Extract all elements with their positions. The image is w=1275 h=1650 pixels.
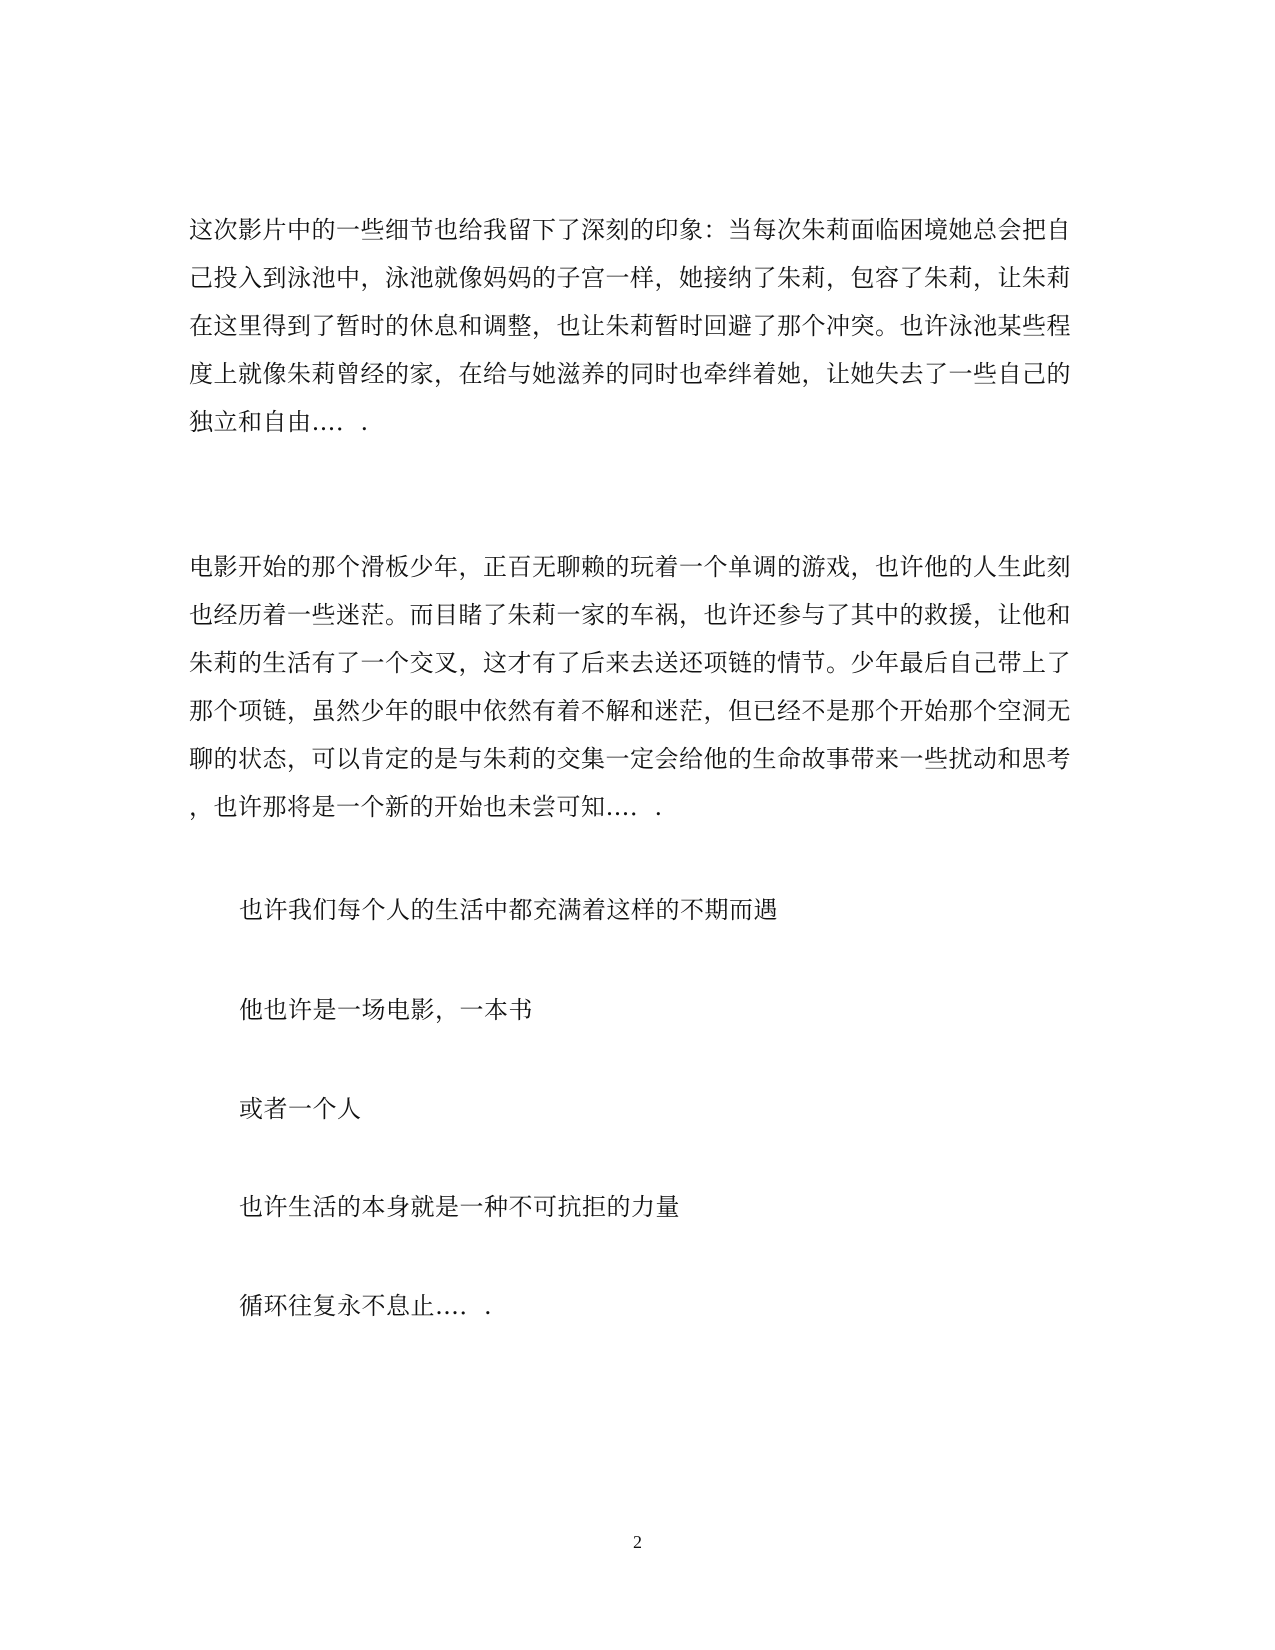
paragraph-skateboard-boy	[189, 543, 1089, 831]
verse-line: 也许生活的本身就是一种不可抗拒的力量	[239, 1193, 680, 1221]
page-number: 2	[633, 1532, 642, 1552]
verse-line: 也许我们每个人的生活中都充满着这样的不期而遇	[239, 896, 778, 924]
paragraph-line: 也经历着一些迷茫。而目睹了朱莉一家的车祸，也许还参与了其中的救援，让他和	[189, 601, 1071, 629]
verse-line: 他也许是一场电影，一本书	[239, 996, 533, 1024]
paragraph-line: 这次影片中的一些细节也给我留下了深刻的印象：当每次朱莉面临困境她总会把自	[189, 216, 1071, 244]
paragraph-line: 电影开始的那个滑板少年，正百无聊赖的玩着一个单调的游戏，也许他的人生此刻	[189, 553, 1071, 581]
verse-line: 或者一个人	[239, 1095, 362, 1123]
paragraph-line: 独立和自由…．.	[189, 408, 369, 436]
paragraph-line: 朱莉的生活有了一个交叉，这才有了后来去送还项链的情节。少年最后自己带上了	[189, 649, 1071, 677]
paragraph-pool-details	[189, 206, 1089, 446]
paragraph-line: 在这里得到了暂时的休息和调整，也让朱莉暂时回避了那个冲突。也许泳池某些程	[189, 312, 1071, 340]
paragraph-line: 聊的状态，可以肯定的是与朱莉的交集一定会给他的生命故事带来一些扰动和思考	[189, 745, 1071, 773]
paragraph-line: 度上就像朱莉曾经的家，在给与她滋养的同时也牵绊着她，让她失去了一些自己的	[189, 360, 1071, 388]
paragraph-line: ，也许那将是一个新的开始也未尝可知…．.	[189, 793, 663, 821]
paragraph-line: 那个项链，虽然少年的眼中依然有着不解和迷茫，但已经不是那个开始那个空洞无	[189, 697, 1071, 725]
paragraph-line: 己投入到泳池中，泳池就像妈妈的子宫一样，她接纳了朱莉，包容了朱莉，让朱莉	[189, 264, 1071, 292]
verse-line: 循环往复永不息止…．.	[239, 1292, 493, 1320]
